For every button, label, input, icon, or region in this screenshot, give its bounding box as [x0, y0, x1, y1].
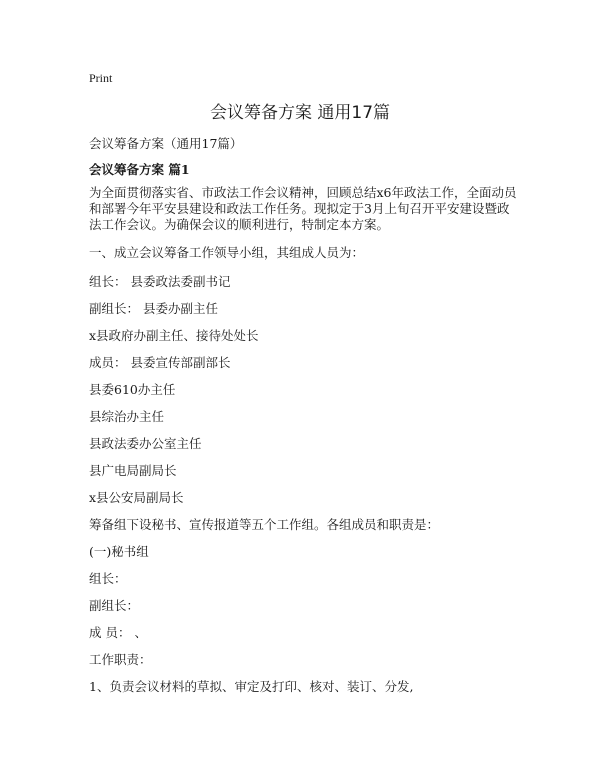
body-line: 副组长： 县委办副主任	[89, 301, 218, 316]
body-line: 副组长：	[89, 598, 140, 613]
intro-paragraph: 为全面贯彻落实省、市政法工作会议精神，回顾总结x6年政法工作，全面动员和部署今年平安县建设和政法工作任务。现拟定于3月上旬召开平安建设暨政法工作会议。为确保会议的顺利进行，特制定本方案。	[89, 185, 517, 232]
document-subtitle: 会议筹备方案（通用17篇）	[89, 136, 243, 151]
body-line: 筹备组下设秘书、宣传报道等五个工作组。各组成员和职责是：	[89, 517, 440, 532]
body-line: 县综治办主任	[89, 409, 165, 424]
body-line: 1、负责会议材料的草拟、审定及打印、核对、装订、分发,	[89, 679, 414, 694]
body-line: x县公安局副局长	[89, 490, 184, 505]
body-line: 组长： 县委政法委副书记	[89, 274, 231, 289]
body-line: 县政法委办公室主任	[89, 436, 202, 451]
body-line: x县政府办副主任、接待处处长	[89, 328, 259, 343]
body-line: 一、成立会议筹备工作领导小组，其组成人员为：	[89, 245, 365, 260]
body-line: 组长：	[89, 571, 127, 586]
body-line: (一)秘书组	[89, 544, 149, 559]
body-line: 成 员： 、	[89, 625, 147, 640]
body-line: 成员： 县委宣传部副部长	[89, 355, 231, 370]
section-heading: 会议筹备方案 篇1	[89, 162, 190, 177]
body-line: 工作职责：	[89, 652, 152, 667]
document-title: 会议筹备方案 通用17篇	[209, 103, 391, 123]
print-label: Print	[89, 71, 113, 85]
body-line: 县广电局副局长	[89, 463, 177, 478]
body-line: 县委610办主任	[89, 382, 176, 397]
